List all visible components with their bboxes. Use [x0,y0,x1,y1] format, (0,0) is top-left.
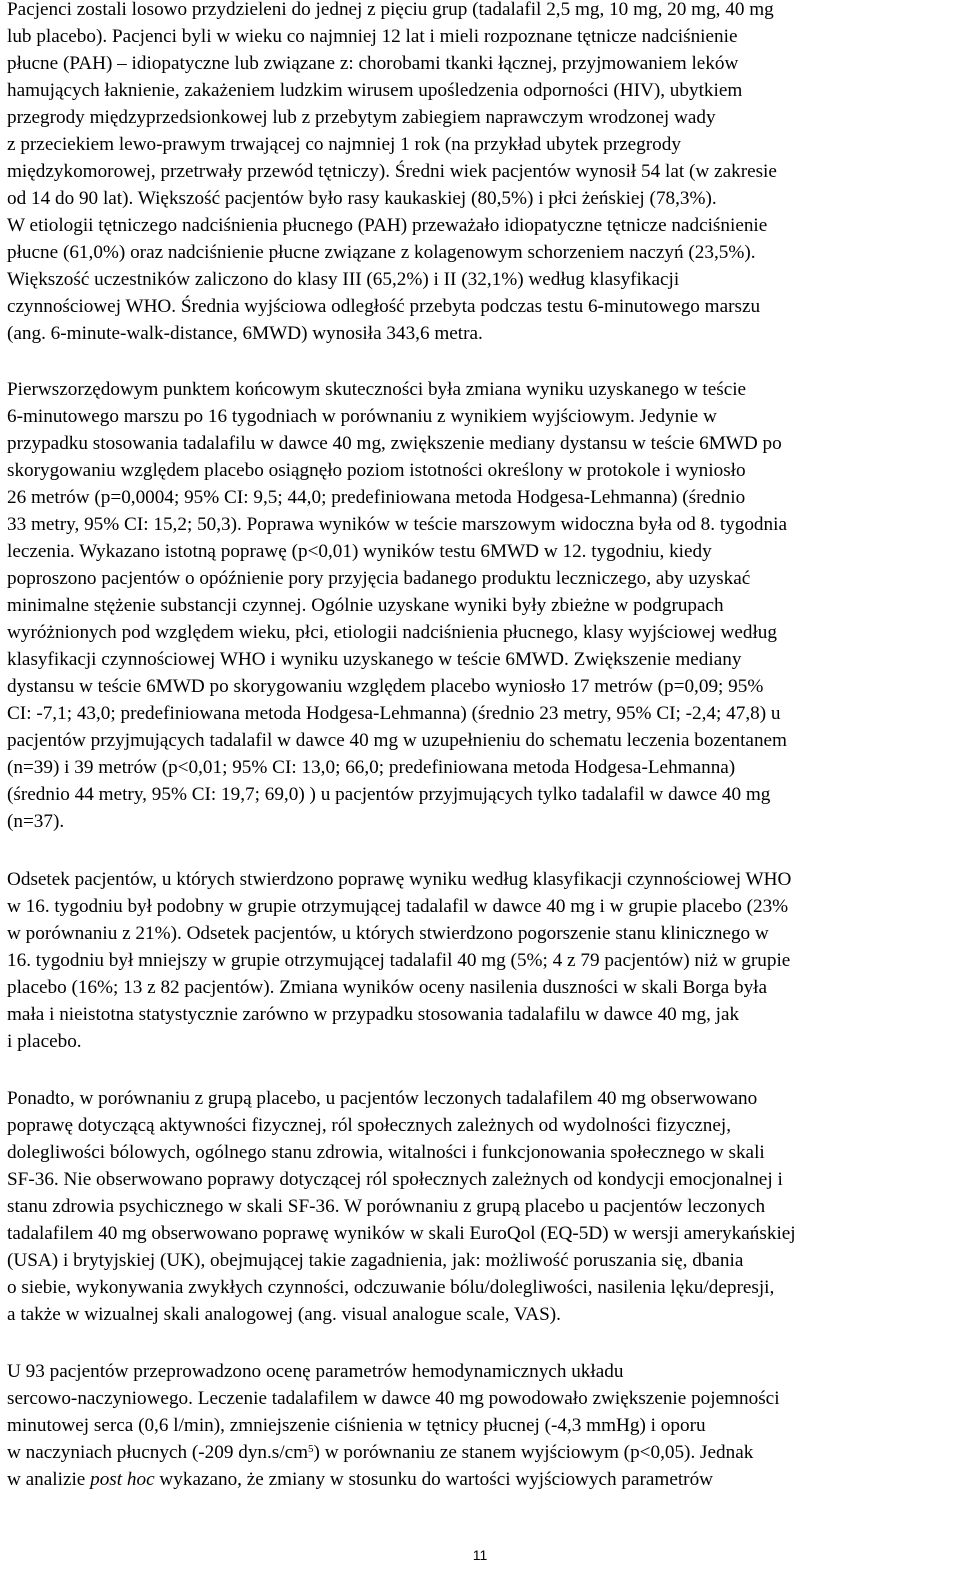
text-line: Odsetek pacjentów, u których stwierdzono poprawę wyniku według klasyfikacji czynnościowej WHO [7,869,792,890]
text-line: 6-minutowego marszu po 16 tygodniach w porównaniu z wynikiem wyjściowym. Jedynie w [7,406,717,427]
text-line: w 16. tygodniu był podobny w grupie otrzymującej tadalafil w dawce 40 mg i w grupie placebo (23% [7,896,789,917]
text-line: o siebie, wykonywania zwykłych czynności, odczuwanie bólu/dolegliwości, nasilenia lęku/depresji, [7,1277,775,1298]
text-line: dystansu w teście 6MWD po skorygowaniu względem placebo wyniosło 17 metrów (p=0,09; 95% [7,676,764,697]
text-line: W etiologii tętniczego nadciśnienia płucnego (PAH) przeważało idiopatyczne tętnicze nadciśnienie [7,215,768,236]
text-line: skorygowaniu względem placebo osiągnęło poziom istotności określony w protokole i wyniosło [7,460,746,481]
text-line: pacjentów przyjmujących tadalafil w dawce 40 mg w uzupełnieniu do schematu leczenia bozentanem [7,730,787,751]
text-line: SF-36. Nie obserwowano poprawy dotyczącej ról społecznych zależnych od kondycji emocjonalnej i [7,1169,783,1190]
text-line: 16. tygodniu był mniejszy w grupie otrzymującej tadalafil 40 mg (5%; 4 z 79 pacjentów) niż w grupie [7,950,791,971]
text-line: lub placebo). Pacjenci byli w wieku co najmniej 12 lat i mieli rozpoznane tętnicze nadciśnienie [7,26,738,47]
text-line: płucne (61,0%) oraz nadciśnienie płucne związane z kolagenowym schorzeniem naczyń (23,5%). [7,242,756,263]
text-line: placebo (16%; 13 z 82 pacjentów). Zmiana wyników oceny nasilenia duszności w skali Borga była [7,977,768,998]
superscript: 5 [308,1443,314,1455]
text-line: z przeciekiem lewo-prawym trwającej co najmniej 1 rok (na przykład ubytek przegrody [7,134,681,155]
text-line: Większość uczestników zaliczono do klasy III (65,2%) i II (32,1%) według klasyfikacji [7,269,680,290]
page-number: 11 [472,1547,488,1563]
text-line: (ang. 6-minute-walk-distance, 6MWD) wynosiła 343,6 metra. [7,323,483,344]
text-line-post-hoc [7,1466,713,1493]
text-line: (n=39) i 39 metrów (p<0,01; 95% CI: 13,0; 66,0; predefiniowana metoda Hodgesa-Lehmanna) [7,757,736,778]
text-line: minutowej serca (0,6 l/min), zmniejszenie ciśnienia w tętnicy płucnej (-4,3 mmHg) i oporu [7,1415,706,1436]
text-line-with-units [7,1439,753,1466]
text-line: (USA) i brytyjskiej (UK), obejmującej takie zagadnienia, jak: możliwość poruszania się, dbania [7,1250,744,1271]
text-line: minimalne stężenie substancji czynnej. Ogólnie uzyskane wyniki były zbieżne w podgrupach [7,595,724,616]
text-line: poprawę dotyczącą aktywności fizycznej, ról społecznych zależnych od wydolności fizycznej, [7,1115,732,1136]
italic-term: post hoc [90,1469,155,1490]
text-run: ) w porównaniu ze stanem wyjściowym (p<0,05). Jednak [313,1442,754,1463]
text-line: CI: -7,1; 43,0; predefiniowana metoda Hodgesa-Lehmanna) (średnio 23 metry, 95% CI; -2,4; 47,8) u [7,703,781,724]
text-line: stanu zdrowia psychicznego w skali SF-36. W porównaniu z grupą placebo u pacjentów leczonych [7,1196,766,1217]
text-line: dolegliwości bólowych, ogólnego stanu zdrowia, witalności i funkcjonowania społecznego w skali [7,1142,765,1163]
text-line: przypadku stosowania tadalafilu w dawce 40 mg, zwiększenie mediany dystansu w teście 6MWD po [7,433,782,454]
text-line: a także w wizualnej skali analogowej (ang. visual analogue scale, VAS). [7,1304,561,1325]
text-line: i placebo. [7,1031,82,1052]
text-line: międzykomorowej, przetrwały przewód tętniczy). Średni wiek pacjentów wynosił 54 lat (w zakresie [7,161,777,182]
text-line: klasyfikacji czynnościowej WHO i wyniku uzyskanego w teście 6MWD. Zwiększenie mediany [7,649,742,670]
text-line: Pierwszorzędowym punktem końcowym skuteczności była zmiana wyniku uzyskanego w teście [7,379,747,400]
text-run: w naczyniach płucnych (-209 dyn.s/cm [7,1442,309,1463]
text-line: od 14 do 90 lat). Większość pacjentów było rasy kaukaskiej (80,5%) i płci żeńskiej (78,3%). [7,188,717,209]
text-run: w analizie [7,1469,91,1490]
text-line: (n=37). [7,811,65,832]
text-line: wyróżnionych pod względem wieku, płci, etiologii nadciśnienia płucnego, klasy wyjściowej według [7,622,777,643]
text-line: mała i nieistotna statystycznie zarówno w przypadku stosowania tadalafilu w dawce 40 mg, jak [7,1004,740,1025]
text-line: sercowo-naczyniowego. Leczenie tadalafilem w dawce 40 mg powodowało zwiększenie pojemności [7,1388,780,1409]
text-line: płucne (PAH) – idiopatyczne lub związane z: chorobami tkanki łącznej, przyjmowaniem leków [7,53,739,74]
text-line: w porównaniu z 21%). Odsetek pacjentów, u których stwierdzono pogorszenie stanu klinicznego w [7,923,769,944]
text-line: Pacjenci zostali losowo przydzieleni do jednej z pięciu grup (tadalafil 2,5 mg, 10 mg, 20 mg, 40 mg [7,0,774,20]
text-line: 26 metrów (p=0,0004; 95% CI: 9,5; 44,0; predefiniowana metoda Hodgesa-Lehmanna) (średnio [7,487,746,508]
text-line: leczenia. Wykazano istotną poprawę (p<0,01) wyników testu 6MWD w 12. tygodniu, kiedy [7,541,712,562]
text-line: czynnościowej WHO. Średnia wyjściowa odległość przebyta podczas testu 6-minutowego marszu [7,296,761,317]
text-line: U 93 pacjentów przeprowadzono ocenę parametrów hemodynamicznych układu [7,1361,624,1382]
text-run: wykazano, że zmiany w stosunku do wartości wyjściowych parametrów [154,1469,714,1490]
text-line: tadalafilem 40 mg obserwowano poprawę wyników w skali EuroQol (EQ-5D) w wersji amerykańskiej [7,1223,796,1244]
text-line: 33 metry, 95% CI: 15,2; 50,3). Poprawa wyników w teście marszowym widoczna była od 8. tygodnia [7,514,787,535]
text-line: hamujących łaknienie, zakażeniem ludzkim wirusem upośledzenia odporności (HIV), ubytkiem [7,80,743,101]
text-line: przegrody międzyprzedsionkowej lub z przebytym zabiegiem naprawczym wrodzonej wady [7,107,716,128]
text-line: Ponadto, w porównaniu z grupą placebo, u pacjentów leczonych tadalafilem 40 mg obserwowano [7,1088,758,1109]
text-line: poproszono pacjentów o opóźnienie pory przyjęcia badanego produktu leczniczego, aby uzyskać [7,568,751,589]
text-line: (średnio 44 metry, 95% CI: 19,7; 69,0) ) u pacjentów przyjmujących tylko tadalafil w dawce 40 mg [7,784,771,805]
